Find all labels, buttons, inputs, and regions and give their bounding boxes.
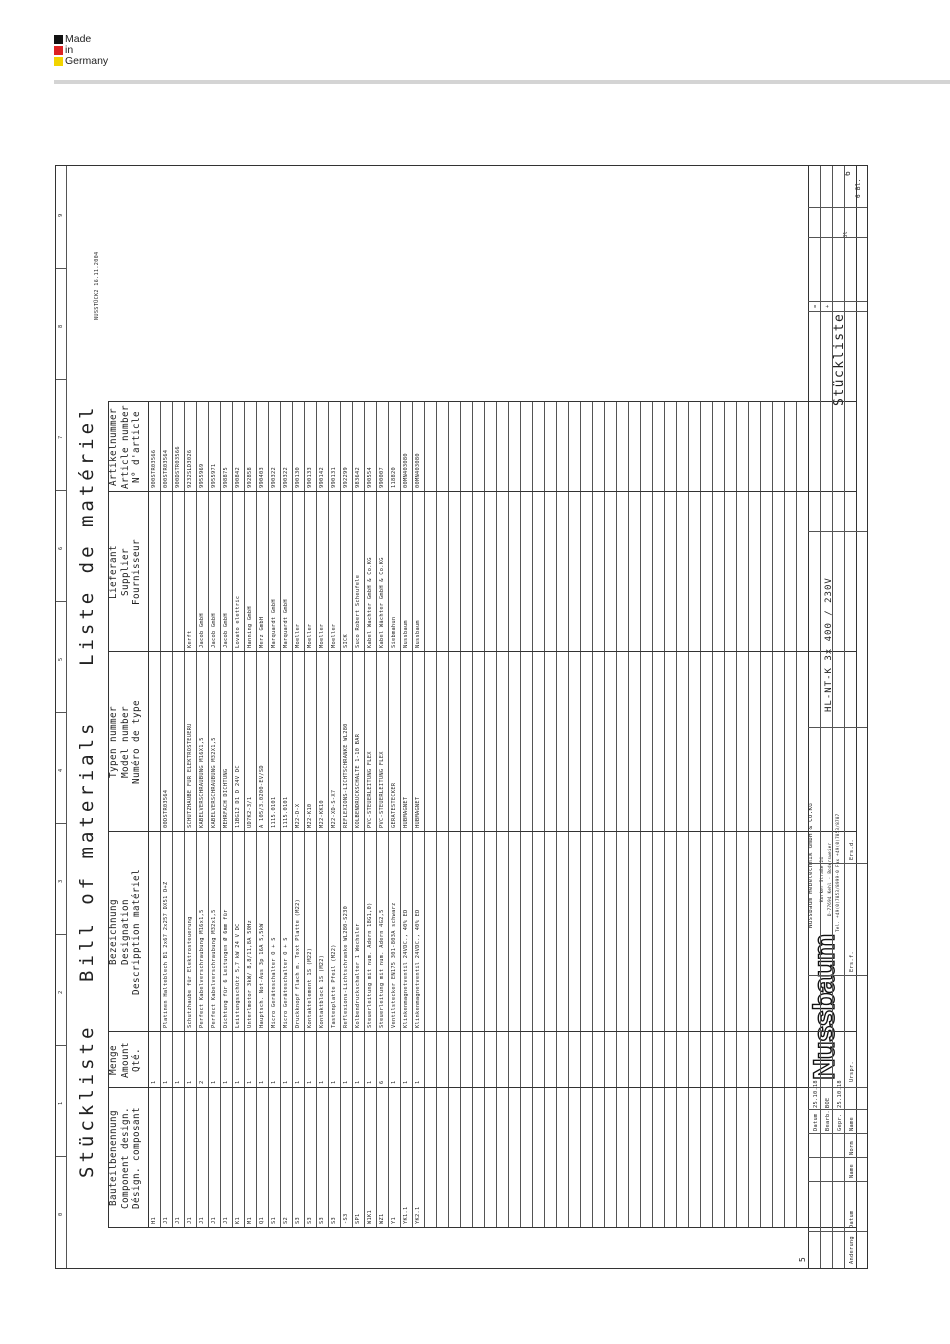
- header-amount-en: Amount: [119, 1042, 131, 1078]
- row-component: Q1: [259, 1217, 265, 1224]
- row-amount: 1: [415, 1080, 421, 1084]
- table-row-line: [556, 402, 557, 1228]
- row-article: 990842: [235, 467, 241, 488]
- title-block-divider: [808, 207, 867, 208]
- row-designation: Ventilstecker EN175 301-803A schwarz: [391, 902, 397, 1028]
- tb-datum-label: Datum: [813, 1113, 819, 1131]
- row-supplier: Jacob GmbH: [211, 613, 217, 648]
- header-component-de: Bauteilbenennung: [108, 1110, 119, 1206]
- table-column-line: [108, 1031, 856, 1032]
- table-row-line: [724, 402, 725, 1228]
- tb-norm-label: Norm: [849, 1141, 855, 1155]
- tb-bl-label: Bl: [843, 231, 849, 238]
- table-row-line: [160, 402, 161, 1228]
- row-component: WZ1: [379, 1213, 385, 1224]
- table-row-line: [232, 402, 233, 1228]
- title-block-divider: [808, 1231, 867, 1232]
- table-row-line: [664, 402, 665, 1228]
- row-type: 1115.0101: [271, 796, 277, 828]
- header-component-fr: Désign. composant: [131, 1107, 142, 1209]
- row-designation: Schutzhaube für Elektrosteuerung: [187, 916, 193, 1028]
- title-block-bottom: [856, 166, 857, 1268]
- row-type: A 105/3.0200-EV/SD: [259, 765, 265, 828]
- header-article-fr: N° d'article: [131, 411, 142, 483]
- table-row-line: [172, 402, 173, 1228]
- title-stueckliste: Stückliste: [76, 1023, 98, 1178]
- column-number: 5: [58, 657, 64, 661]
- row-article: 9955969: [199, 463, 205, 488]
- row-supplier: Moeller: [331, 623, 337, 648]
- row-amount: 1: [331, 1080, 337, 1084]
- table-row-line: [496, 402, 497, 1228]
- row-amount: 1: [403, 1080, 409, 1084]
- row-component: S2: [283, 1217, 289, 1224]
- row-component: S3: [331, 1217, 337, 1224]
- header-type-fr: Numéro de type: [131, 700, 142, 784]
- row-amount: 1: [211, 1080, 217, 1084]
- row-amount: 1: [187, 1080, 193, 1084]
- table-row-line: [532, 402, 533, 1228]
- flag-gold-stripe: [54, 57, 63, 66]
- row-article: 9232SLD3026: [187, 449, 193, 488]
- row-type: GERÄTESTECKER: [391, 782, 397, 828]
- row-supplier: Kabel Wächter GmbH & Co.KG: [379, 557, 385, 648]
- row-amount: 1: [319, 1080, 325, 1084]
- row-supplier: Marquardt GmbH: [271, 599, 277, 648]
- made-in-germany-badge: [54, 34, 108, 67]
- row-component: YK1.1: [403, 1206, 409, 1224]
- row-article: 992299: [343, 467, 349, 488]
- table-row-line: [748, 402, 749, 1228]
- header-article-de: Artikelnummer: [108, 408, 119, 486]
- table-row-line: [436, 402, 437, 1228]
- row-type: KOLBENDRUCKSCHALTE 1-10 BAR: [355, 733, 361, 828]
- table-row-line: [256, 402, 257, 1228]
- table-row-line: [376, 402, 377, 1228]
- row-supplier: Hanning GmbH: [247, 606, 253, 648]
- row-supplier: Siebmahun: [391, 616, 397, 648]
- row-component: J1: [163, 1217, 169, 1224]
- header-supplier-en: Supplier: [119, 548, 131, 596]
- table-row-line: [352, 402, 353, 1228]
- column-number: 7: [58, 435, 64, 439]
- row-designation: Klinkenmagnetventil 24VDC., 40% ED: [403, 909, 409, 1028]
- row-designation: Leistungsschütz 5,7 kW 24 V DC: [235, 923, 241, 1028]
- column-number: 1: [58, 1101, 64, 1105]
- row-type: M22-K10: [307, 803, 313, 828]
- header-type: [108, 652, 143, 832]
- tb-aenderung: Änderung: [849, 1236, 855, 1264]
- strip-tick: [56, 712, 66, 713]
- table-row-line: [316, 402, 317, 1228]
- row-article: 983642: [355, 467, 361, 488]
- title-block-divider: [808, 1181, 867, 1182]
- column-number: 0: [58, 1212, 64, 1216]
- title-liste-de-materiel: Liste de matériel: [76, 403, 98, 666]
- tb-gepr-label: Gepr.: [837, 1113, 843, 1131]
- table-column-line: [108, 831, 856, 832]
- row-type: M22-KK10: [319, 800, 325, 828]
- table-row-line: [424, 402, 425, 1228]
- title-bill-of-materials: Bill of materials: [76, 719, 98, 982]
- column-number: 8: [58, 324, 64, 328]
- table-row-line: [328, 402, 329, 1228]
- badge-line-made: Made: [65, 33, 92, 45]
- title-block-divider: [808, 1133, 867, 1134]
- header-amount-de: Menge: [108, 1045, 119, 1075]
- table-column-line: [108, 1087, 856, 1088]
- row-designation: Platinen Halteblech B1 2x67 2x257 DX51 D+Z: [163, 881, 169, 1028]
- tb-urspr: Urspr.: [849, 1061, 855, 1082]
- strip-tick: [56, 1156, 66, 1157]
- tb-sheet-title: Stückliste: [832, 312, 847, 406]
- tb-ers-d: Ers.d.: [849, 839, 855, 860]
- table-row-line: [448, 402, 449, 1228]
- row-designation: Steuerleitung mit num. Adern 4G2,5: [379, 909, 385, 1028]
- title-block-divider: [808, 1087, 867, 1088]
- table-row-line: [628, 402, 629, 1228]
- strip-tick: [56, 823, 66, 824]
- header-component-en: Component design.: [119, 1107, 131, 1209]
- table-row-line: [568, 402, 569, 1228]
- title-block-line: [832, 166, 833, 1268]
- row-component: K1: [235, 1217, 241, 1224]
- strip-tick: [56, 601, 66, 602]
- row-article: 990133: [307, 467, 313, 488]
- row-designation: Kontaktblock 1S (M22): [319, 954, 325, 1028]
- table-row-line: [712, 402, 713, 1228]
- row-amount: 1: [391, 1080, 397, 1084]
- tb-bearb-value: BOE: [825, 1097, 831, 1108]
- title-block-divider: [808, 531, 867, 532]
- row-article: 998875: [223, 467, 229, 488]
- row-amount: 2: [199, 1080, 205, 1084]
- strip-divider: [66, 166, 67, 1268]
- row-supplier: Jacob GmbH: [223, 613, 229, 648]
- row-designation: Micro Geräteschalter Ö + S: [283, 937, 289, 1028]
- doc-code: NUSSTÜCK2 16.11.2004: [94, 251, 100, 320]
- header-supplier: [108, 492, 143, 652]
- tb-company-line3: D-77694 Kehl - Bodersweier: [827, 842, 832, 916]
- row-article: 990322: [271, 467, 277, 488]
- table-row-line: [184, 402, 185, 1228]
- row-supplier: Nussbaum: [403, 620, 409, 648]
- title-block-divider: [808, 311, 867, 312]
- row-component: H1: [151, 1217, 157, 1224]
- tb-datum-value: 25.10.18: [813, 1080, 819, 1108]
- row-article: 990403: [259, 467, 265, 488]
- tb-datum2: Datum: [849, 1210, 855, 1228]
- table-row-line: [388, 402, 389, 1228]
- drawing-sheet: [55, 165, 868, 1269]
- table-row-line: [280, 402, 281, 1228]
- row-designation: Steuerleitung mit num. Adern 18G1,0): [367, 902, 373, 1028]
- table-row-line: [196, 402, 197, 1228]
- table-column-line: [108, 1227, 856, 1228]
- table-column-line: [108, 651, 856, 652]
- row-designation: Kontaktelement 1S (M22): [307, 947, 313, 1028]
- table-row-line: [412, 402, 413, 1228]
- row-component: SP1: [355, 1213, 361, 1224]
- row-supplier: Marquardt GmbH: [283, 599, 289, 648]
- row-article: 992858: [247, 467, 253, 488]
- row-component: S1: [271, 1217, 277, 1224]
- table-row-line: [784, 402, 785, 1228]
- table-row-line: [304, 402, 305, 1228]
- column-number: 6: [58, 546, 64, 550]
- row-article: 990130: [295, 467, 301, 488]
- row-designation: Unterlmotor 3kW/ 8,8/11,8A 50Hz: [247, 919, 253, 1028]
- title-block-divider: [808, 301, 867, 302]
- row-component: S3: [319, 1217, 325, 1224]
- row-designation: Kolbendruckschalter 1 Wechsler: [355, 923, 361, 1028]
- table-row-line: [604, 402, 605, 1228]
- row-designation: Klinkenmagnetventil 24VDC., 40% ED: [415, 909, 421, 1028]
- table-row-line: [244, 402, 245, 1228]
- header-amount: [108, 1032, 143, 1088]
- row-type: SCHUTZHAUBE FÜR ELEKTROSTEUERU: [187, 723, 193, 828]
- table-row-line: [520, 402, 521, 1228]
- row-type: 00DSTR03564: [163, 789, 169, 828]
- row-amount: 6: [379, 1080, 385, 1084]
- row-supplier: Suco Robert Scheufele: [355, 574, 361, 648]
- tb-bearb-label: Bearb.: [825, 1110, 831, 1131]
- header-article-en: Article number: [119, 405, 131, 489]
- row-amount: 1: [367, 1080, 373, 1084]
- row-article: 990554: [367, 467, 373, 488]
- header-divider: [54, 80, 950, 84]
- title-block-divider: [808, 863, 867, 864]
- row-component: YK2.1: [415, 1206, 421, 1224]
- row-component: J1: [199, 1217, 205, 1224]
- row-component: -S3: [343, 1213, 349, 1224]
- strip-tick: [56, 268, 66, 269]
- row-designation: Druckknopf flach m. Text Platte (M22): [295, 898, 301, 1028]
- row-component: Y1: [391, 1217, 397, 1224]
- table-row-line: [208, 402, 209, 1228]
- table-column-line: [108, 401, 856, 402]
- header-designation-de: Bezeichnung: [108, 899, 119, 965]
- table-row-line: [676, 402, 677, 1228]
- row-article: 9955971: [211, 463, 217, 488]
- row-designation: Perfect Kabelverschraubung M16x1,5: [199, 909, 205, 1028]
- row-amount: 1: [355, 1080, 361, 1084]
- row-designation: Micro Geräteschalter Ö + S: [271, 937, 277, 1028]
- header-designation: [108, 832, 143, 1032]
- table-row-line: [544, 402, 545, 1228]
- row-supplier: Moeller: [319, 623, 325, 648]
- flag-black-stripe: [54, 35, 63, 44]
- row-article: 990142: [319, 467, 325, 488]
- row-amount: 1: [163, 1080, 169, 1084]
- row-component: J1: [223, 1217, 229, 1224]
- row-type: UD7K2-3/1: [247, 796, 253, 828]
- column-number: 4: [58, 768, 64, 772]
- row-article: 00MN403080: [403, 453, 409, 488]
- header-supplier-de: Lieferant: [108, 545, 119, 599]
- header-designation-en: Designation: [119, 899, 131, 965]
- table-row-line: [688, 402, 689, 1228]
- row-amount: 1: [247, 1080, 253, 1084]
- row-article: 990322: [283, 467, 289, 488]
- table-row-line: [772, 402, 773, 1228]
- row-component: M1: [247, 1217, 253, 1224]
- header-article: [108, 402, 143, 492]
- column-number: 2: [58, 990, 64, 994]
- table-header-top: [108, 402, 109, 1228]
- row-amount: 1: [343, 1080, 349, 1084]
- row-designation: Dichtung für 6 Leitungen Ø 6mm für: [223, 909, 229, 1028]
- row-type: 1115.0101: [283, 796, 289, 828]
- row-type: KABELVERSCHRAUBUNG M32X1,5: [211, 737, 217, 828]
- row-type: PVC-STEUERLEITUNG FLEX: [379, 751, 385, 828]
- row-article: 990131: [331, 467, 337, 488]
- row-type: M22-XD-S-X7: [331, 789, 337, 828]
- title-block-divider: [808, 975, 867, 976]
- page-number-left: 5: [798, 1256, 807, 1262]
- tb-name-label: Name: [849, 1117, 855, 1131]
- tb-gepr-value: 25.10.18: [837, 1080, 843, 1108]
- table-row-line: [472, 402, 473, 1228]
- table-row-line: [292, 402, 293, 1228]
- table-row-line: [616, 402, 617, 1228]
- tb-company-line1: Nussbaum Hebetechnik GmbH & Co.KG: [808, 802, 814, 928]
- table-row-line: [640, 402, 641, 1228]
- table-row-line: [508, 402, 509, 1228]
- table-row-line: [364, 402, 365, 1228]
- table-row-line: [592, 402, 593, 1228]
- flag-red-stripe: [54, 46, 63, 55]
- row-type: HUBMAGNET: [403, 796, 409, 828]
- row-supplier: Jacob GmbH: [199, 613, 205, 648]
- table-row-line: [460, 402, 461, 1228]
- tb-company-line2: Korker Straße 24: [819, 856, 824, 902]
- row-component: W1K1: [367, 1210, 373, 1224]
- row-article: 118820: [391, 467, 397, 488]
- strip-tick: [56, 379, 66, 380]
- table-row-line: [220, 402, 221, 1228]
- strip-tick: [56, 490, 66, 491]
- row-amount: 1: [271, 1080, 277, 1084]
- row-supplier: Moeller: [307, 623, 313, 648]
- header-component: [108, 1088, 143, 1228]
- table-row-line: [736, 402, 737, 1228]
- header-type-en: Model number: [119, 706, 131, 778]
- tb-sheet-total: 6 Bl.: [855, 178, 862, 198]
- table-header-bottom: [148, 402, 149, 1228]
- row-type: PVC-STEUERLEITUNG FLEX: [367, 751, 373, 828]
- row-component: S3: [307, 1217, 313, 1224]
- title-block-divider: [808, 237, 867, 238]
- title-block-divider: [808, 1109, 867, 1110]
- tb-ers-f: Ers.f.: [849, 951, 855, 972]
- tb-name2: Name: [849, 1164, 855, 1178]
- row-type: REFLEXIONS-LICHTSCHRANKE WL280: [343, 723, 349, 828]
- table-row-line: [268, 402, 269, 1228]
- row-article: 990007: [379, 467, 385, 488]
- tb-plus: +: [825, 304, 831, 308]
- row-component: J1: [211, 1217, 217, 1224]
- table-row-line: [484, 402, 485, 1228]
- row-component: J1: [187, 1217, 193, 1224]
- table-row-line: [580, 402, 581, 1228]
- row-article: 900STR03566: [151, 449, 157, 488]
- row-article: 000STR03564: [163, 449, 169, 488]
- row-amount: 1: [283, 1080, 289, 1084]
- nussbaum-logo: Nussbaum: [808, 934, 841, 1080]
- strip-tick: [56, 1045, 66, 1046]
- badge-line-in: in: [65, 44, 74, 56]
- row-type: MEHRFACH DICHTUNG: [223, 768, 229, 828]
- title-block-divider: [808, 1157, 867, 1158]
- row-supplier: Lovato elettric: [235, 595, 241, 648]
- table-row-line: [340, 402, 341, 1228]
- row-amount: 1: [223, 1080, 229, 1084]
- table-row-line: [700, 402, 701, 1228]
- row-type: 11BG12 D1 D 24V DC: [235, 765, 241, 828]
- title-block-line: [820, 166, 821, 1268]
- tb-model: HL-NT-K 3x 400 / 230V: [824, 577, 834, 712]
- table-row-line: [760, 402, 761, 1228]
- table-column-line: [108, 491, 856, 492]
- row-component: S3: [295, 1217, 301, 1224]
- row-supplier: Merz GmbH: [259, 616, 265, 648]
- strip-tick: [56, 934, 66, 935]
- row-supplier: Nussbaum: [415, 620, 421, 648]
- row-amount: 1: [295, 1080, 301, 1084]
- row-amount: 1: [151, 1080, 157, 1084]
- tb-equals: =: [813, 304, 819, 308]
- row-type: M22-D-X: [295, 803, 301, 828]
- row-designation: Reflexions-Lichtschranke WL280-S230: [343, 905, 349, 1028]
- header-type-de: Typen nummer: [108, 706, 119, 778]
- row-designation: Perfect Kabelverschraubung M32x1,5: [211, 909, 217, 1028]
- row-amount: 1: [307, 1080, 313, 1084]
- row-supplier: Kabel Wachter GmbH & Co.KG: [367, 557, 373, 648]
- row-designation: Hauptsch. Not-Aus 3p 16A 5,5kW: [259, 923, 265, 1028]
- row-supplier: Kerft: [187, 630, 193, 648]
- row-amount: 1: [235, 1080, 241, 1084]
- row-amount: 1: [259, 1080, 265, 1084]
- tb-sheet-no: 6: [843, 170, 852, 176]
- table-row-line: [796, 402, 797, 1228]
- row-article: 00MN403080: [415, 453, 421, 488]
- table-row-line: [400, 402, 401, 1228]
- tb-company-line4: Tel. +49(0)7853/8999-0 Fax +49(0)7853/8787: [835, 813, 840, 932]
- column-number: 9: [58, 213, 64, 217]
- row-supplier: Moeller: [295, 623, 301, 648]
- table-row-line: [652, 402, 653, 1228]
- row-designation: Tastenplatte Pfeil (M22): [331, 944, 337, 1028]
- header-supplier-fr: Fournisseur: [131, 539, 142, 605]
- row-type: HUBMAGNET: [415, 796, 421, 828]
- row-supplier: SICK: [343, 634, 349, 648]
- header-amount-fr: Qté.: [131, 1048, 142, 1072]
- header-designation-fr: Descripption matériel: [131, 869, 142, 995]
- badge-line-germany: Germany: [65, 55, 109, 67]
- rotated-content: [56, 166, 867, 1268]
- title-block-divider: [808, 727, 867, 728]
- row-amount: 1: [175, 1080, 181, 1084]
- title-block-line: [844, 166, 845, 1268]
- row-type: KABELVERSCHRAUBUNG M16X1,5: [199, 737, 205, 828]
- row-article: 900DSTR03566: [175, 446, 181, 488]
- column-number: 3: [58, 879, 64, 883]
- title-block-top: [808, 166, 809, 1268]
- row-component: J1: [175, 1217, 181, 1224]
